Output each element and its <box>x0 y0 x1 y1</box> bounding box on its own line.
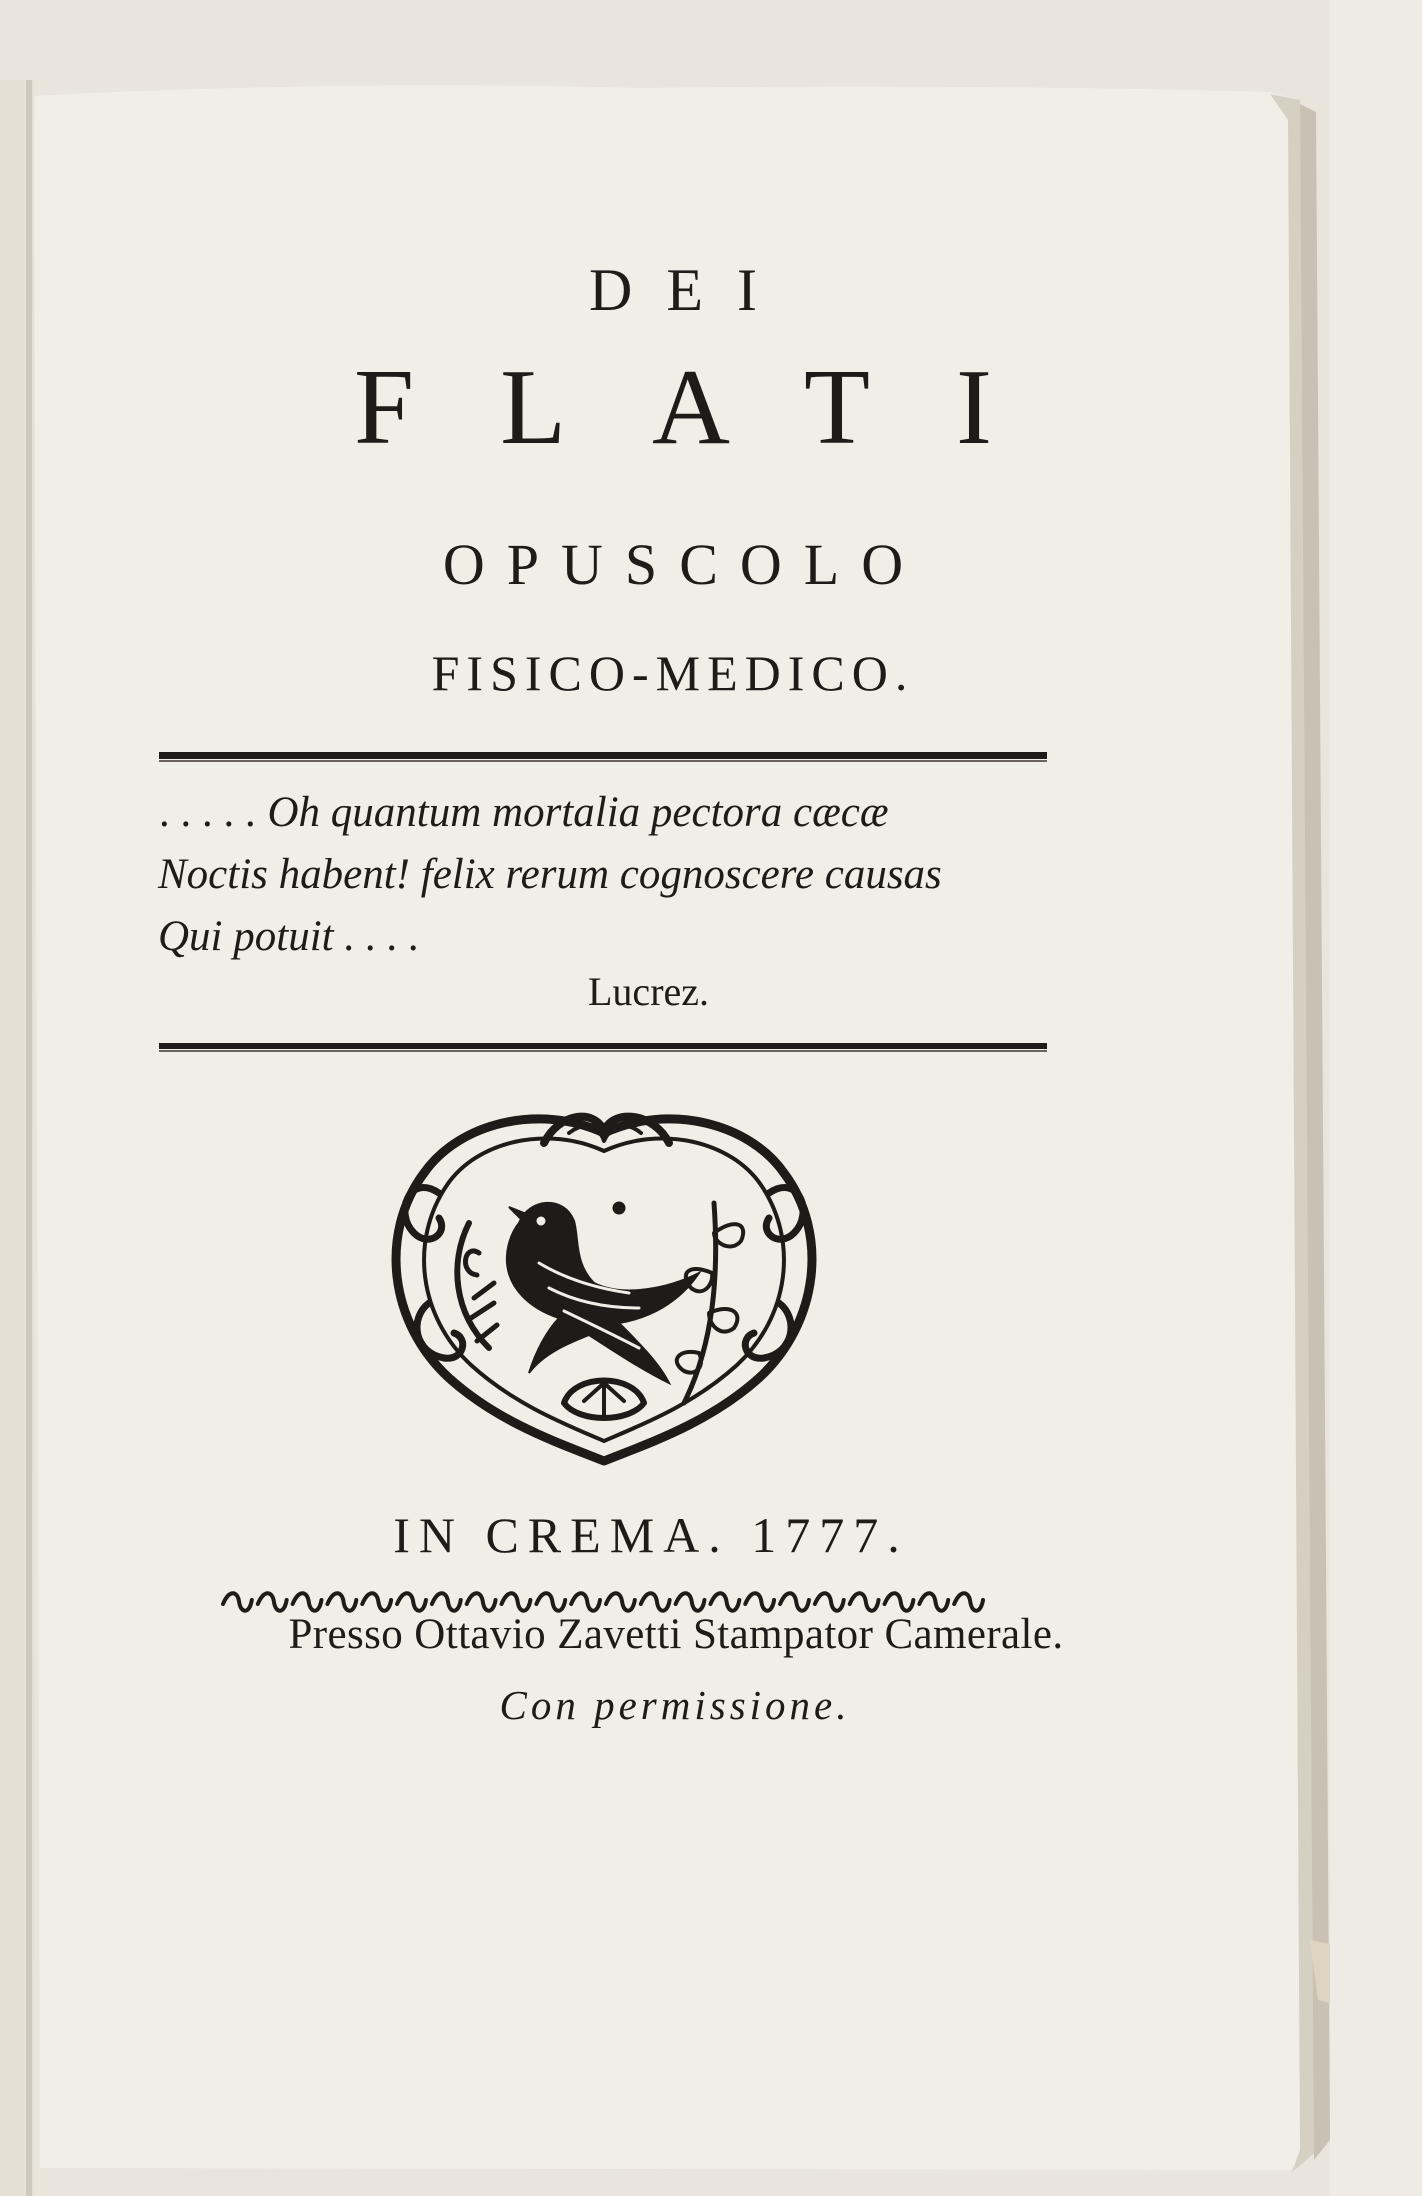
epigraph-attribution: Lucrez. <box>588 969 710 1014</box>
ornament-wave <box>641 1593 670 1611</box>
ornament-wave <box>676 1593 705 1611</box>
ornament-wave <box>815 1593 844 1611</box>
subtitle-opuscolo: OPUSCOLO <box>442 532 926 597</box>
ornament-wave <box>536 1593 565 1611</box>
ornament-wave <box>327 1593 356 1611</box>
ornament-wave <box>362 1593 391 1611</box>
epigraph-line-1: . . . . . Oh quantum mortalia pectora cæcæ <box>160 789 889 836</box>
ornament-wave <box>502 1593 531 1611</box>
title-line-dei: DEI <box>589 257 791 323</box>
title-page <box>34 88 1312 2168</box>
imprint-permission: Con permissione. <box>499 1682 851 1728</box>
bottom-rule <box>159 1043 1047 1049</box>
bottom-rule-thin <box>159 1050 1047 1052</box>
ornament-wave <box>710 1593 739 1611</box>
ornament-wave <box>919 1593 948 1611</box>
epigraph-line-2: Noctis habent! felix rerum cognoscere causas <box>158 851 942 898</box>
ornament-wave <box>223 1593 252 1611</box>
ornament-wave <box>745 1593 774 1611</box>
imprint-place-date: IN CREMA. 1777. <box>393 1507 909 1563</box>
ornament-wave <box>397 1593 426 1611</box>
ornament-wave <box>432 1593 461 1611</box>
bird-cartouche-icon <box>369 1103 839 1468</box>
ornament-wave <box>258 1593 287 1611</box>
top-rule-thin <box>159 760 1047 762</box>
ornament-wave <box>885 1593 914 1611</box>
subtitle-fisico-medico: FISICO-MEDICO. <box>431 645 915 701</box>
ornament-wave <box>293 1593 322 1611</box>
ornament-wave <box>850 1593 879 1611</box>
ornament-wave <box>606 1593 635 1611</box>
title-line-flati: FLATI <box>354 348 1078 467</box>
ornament-wave <box>780 1593 809 1611</box>
top-rule <box>159 752 1047 759</box>
epigraph-line-3: Qui potuit . . . . <box>158 913 420 960</box>
imprint-printer: Presso Ottavio Zavetti Stampator Camerale. <box>288 1611 1064 1658</box>
ornament-wave <box>954 1593 983 1611</box>
ornament-wave <box>467 1593 496 1611</box>
ornament-wave <box>571 1593 600 1611</box>
